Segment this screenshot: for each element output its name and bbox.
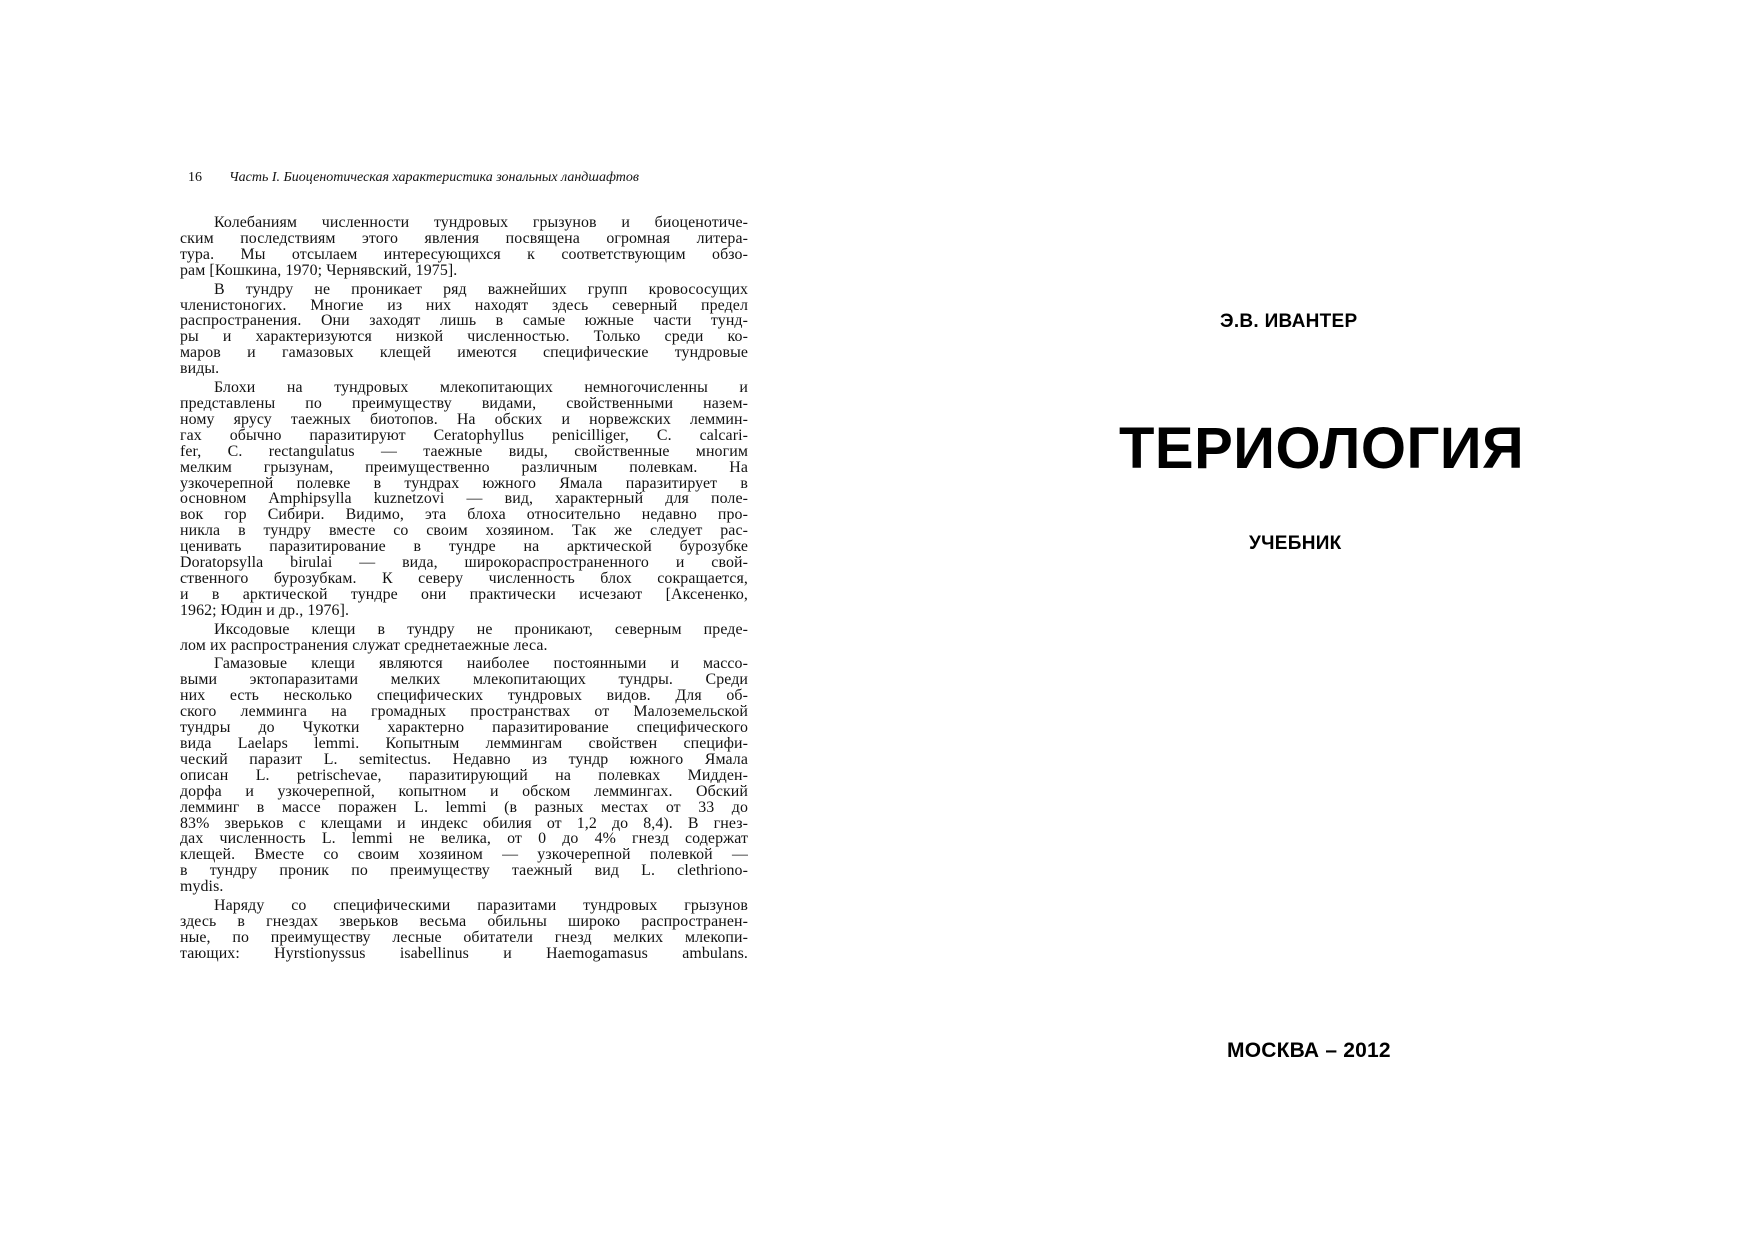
text-line: вида Laelaps lemmi. Копытным леммингам свойствен специфи- [180, 735, 748, 752]
text-line: ценивать паразитирование в тундре на арктической бурозубке [180, 538, 748, 556]
paragraph [180, 656, 748, 895]
text-line: 1962; Юдин и др., 1976]. [180, 601, 350, 619]
text-line: лом их распространения служат среднетаежные леса. [180, 636, 548, 654]
publication-city-year: МОСКВА – 2012 [1227, 1039, 1391, 1062]
text-line: ры и характеризуются низкой численностью. Только среди ко- [180, 328, 748, 346]
paragraph [180, 622, 748, 654]
text-line: распространения. Они заходят лишь в самые южные части тунд- [180, 312, 748, 330]
text-line: тающих: Hyrstionyssus isabellinus и Haemogamasus ambulans. [180, 944, 748, 962]
text-line: Doratopsylla birulai — вида, широкораспространенного и свой- [180, 554, 748, 572]
text-line: В тундру не проникает ряд важнейших групп кровососущих [214, 280, 748, 298]
text-line: ского лемминга на громадных пространствах от Малоземельской [180, 703, 748, 721]
text-line: дах численность L. lemmi не велика, от 0 до 4% гнезд содержат [180, 830, 748, 848]
text-line: ному ярусу таежных биотопов. На обских и норвежских леммин- [180, 410, 748, 428]
text-line: Наряду со специфическими паразитами тундровых грызунов [214, 897, 748, 915]
text-line: дорфа и узкочерепной, копытном и обском леммингах. Обский [180, 782, 748, 800]
text-line: основном Amphipsylla kuznetzovi — вид, характерный для поле- [180, 490, 748, 508]
text-line: Блохи на тундровых млекопитающих немногочисленны и [214, 379, 748, 397]
text-line: виды. [180, 360, 220, 378]
text-line: них есть несколько специфических тундровых видов. Для об- [180, 687, 748, 705]
text-line: ческий паразит L. semitectus. Недавно из тундр южного Ямала [180, 750, 748, 768]
text-line: маров и гамазовых клещей имеются специфические тундровые [180, 344, 748, 362]
text-line: и в арктической тундре они практически исчезают [Аксененко, [180, 585, 748, 603]
book-title: ТЕРИОЛОГИЯ [1119, 416, 1525, 481]
text-line: Иксодовые клещи в тундру не проникают, северным преде- [214, 620, 748, 638]
page-number: 16 [188, 170, 202, 185]
text-line: вок гор Сибири. Видимо, эта блоха относительно недавно про- [180, 506, 748, 524]
text-line: никла в тундру вместе со своим хозяином. Так же следует рас- [180, 522, 748, 540]
left-page [180, 168, 748, 965]
book-subtitle: УЧЕБНИК [1249, 533, 1342, 554]
text-line: здесь в гнездах зверьков весьма обильны широко распространен- [180, 912, 748, 930]
running-title: Часть I. Биоценотическая характеристика зональных ландшафтов [229, 170, 639, 185]
text-line: тура. Мы отсылаем интересующихся к соответствующим обзо- [180, 245, 748, 263]
text-line: описан L. petrischevae, паразитирующий на полевках Мидден- [180, 766, 748, 784]
body-text [180, 215, 748, 962]
text-line: ственного бурозубкам. К северу численность блох сокращается, [180, 569, 748, 587]
text-line: выми эктопаразитами мелких млекопитающих тундры. Среди [180, 671, 748, 689]
text-line: ским последствиям этого явления посвящена огромная литера- [180, 229, 748, 247]
paragraph [180, 380, 748, 619]
text-line: членистоногих. Многие из них находят здесь северный предел [180, 296, 748, 314]
text-line: тундры до Чукотки характерно паразитирование специфического [180, 719, 748, 737]
text-line: узкочерепной полевке в тундрах южного Ямала паразитирует в [180, 474, 748, 492]
paragraph [180, 282, 748, 377]
text-line: 83% зверьков с клещами и индекс обилия от 1,2 до 8,4). В гнез- [180, 814, 748, 832]
running-head [180, 168, 748, 190]
text-line: mydis. [180, 878, 224, 896]
title-page [1070, 0, 1590, 1240]
text-line: мелким грызунам, преимущественно различным полевкам. На [180, 458, 748, 476]
text-line: гах обычно паразитируют Ceratophyllus penicilliger, C. calcari- [180, 426, 748, 444]
text-line: клещей. Вместе со своим хозяином — узкочерепной полевкой — [180, 846, 748, 864]
paragraph [180, 215, 748, 279]
paragraph [180, 898, 748, 962]
text-line: лемминг в массе поражен L. lemmi (в разных местах от 33 до [180, 798, 748, 816]
author-name: Э.В. ИВАНТЕР [1220, 311, 1358, 332]
text-line: представлены по преимуществу видами, свойственными назем- [180, 394, 748, 412]
text-line: Колебаниям численности тундровых грызунов и биоценотиче- [214, 214, 748, 231]
text-line: ные, по преимуществу лесные обитатели гнезд мелких млекопи- [180, 928, 748, 946]
text-line: в тундру проник по преимуществу таежный вид L. clethriono- [180, 862, 748, 880]
text-line: рам [Кошкина, 1970; Чернявский, 1975]. [180, 261, 458, 279]
text-line: Гамазовые клещи являются наиболее постоянными и массо- [214, 655, 748, 673]
text-line: fer, C. rectangulatus — таежные виды, свойственные многим [180, 442, 748, 460]
